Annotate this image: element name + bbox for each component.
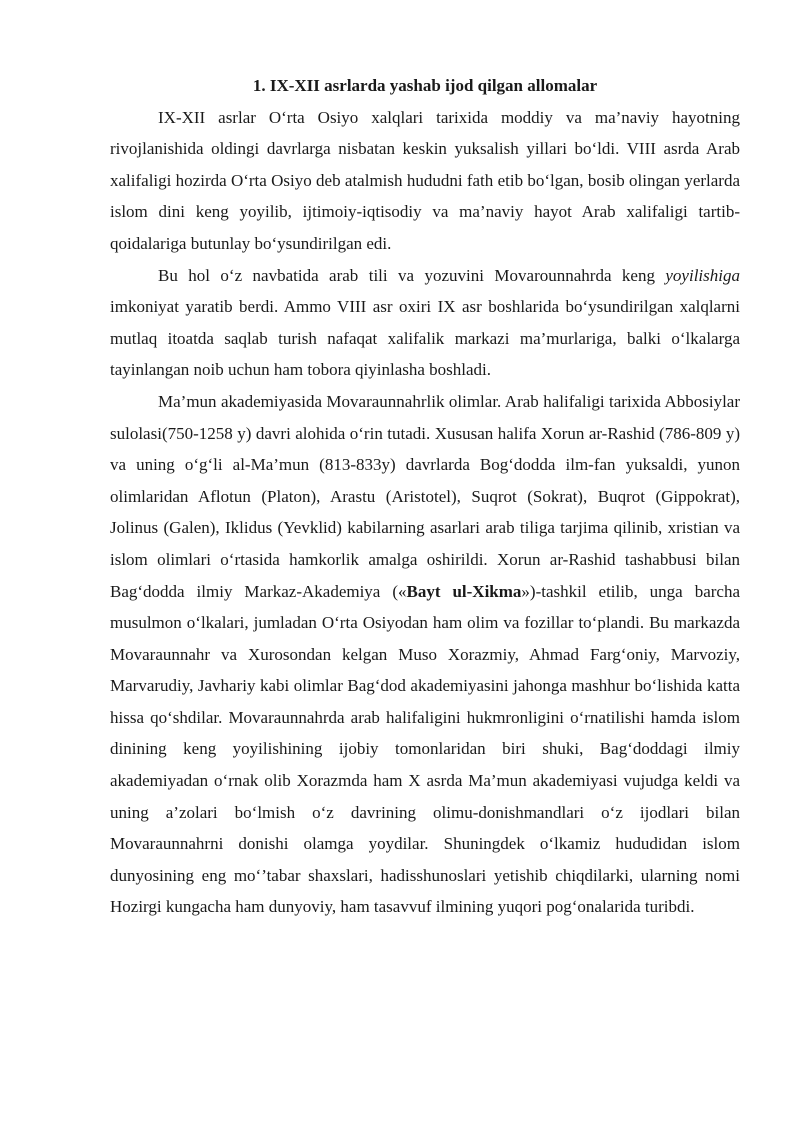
paragraph-3-text-a: Ma’mun akademiyasida Movaraunnahrlik olimlar. Arab halifaligi tarixida Abbosiylar sulolasi(750-1258 y) davri alohida o‘rin tutadi. Xususan halifa Xorun ar-Rashid (786-809 y) va uning o‘g‘li al-Ma’mun (813-833y) davrlarda Bog‘dodda ilm-fan yuksaldi, yunon olimlaridan Aflotun (Platon), Arastu (Aristotel), Suqrot (Sokrat), Buqrot (Gippokrat), Jolinus (Galen), Iklidus (Yevklid) kabilarning asarlari arab tiliga tarjima qilinib, xristian va islom olimlari o‘rtasida hamkorlik amalga oshirildi. Xorun ar-Rashid tashabbusi bilan Bag‘dodda ilmiy Markaz-Akademiya (« bbox=[110, 391, 740, 601]
paragraph-3 bbox=[110, 386, 740, 923]
section-title: 1. IX-XII asrlarda yashab ijod qilgan allomalar bbox=[252, 76, 598, 95]
paragraph-2-italic: yoyilishiga bbox=[665, 265, 740, 285]
paragraph-2-text-a: Bu hol o‘z navbatida arab tili va yozuvini Movarounnahrda keng bbox=[158, 265, 666, 285]
paragraph-3-text-b: »)-tashkil etilib, unga barcha musulmon o‘lkalari, jumladan O‘rta Osiyodan ham olim va fozillar to‘plandi. Bu markazda Movaraunnahr va Xurosondan kelgan Muso Xorazmiy, Ahmad Farg‘oniy, Marvoziy, Marvarudiy, Javhariy kabi olimlar Bag‘dod akademiyasini jahonga mashhur bo‘lishida katta hissa qo‘shdilar. Movaraunnahrda arab halifaligini hukmronligini o‘rnatilishi hamda islom dinining keng yoyilishining ijobiy tomonlaridan biri shuki, Bag‘doddagi ilmiy akademiyadan o‘rnak olib Xorazmda ham X asrda Ma’mun akademiyasi vujudga keldi va uning a’zolari bo‘lmish o‘z davrining olimu-donishmandlari o‘z ijodlari bilan Movaraunnahrni donishi olamga yoydilar. Shuningdek o‘lkamiz hududidan islom dunyosining eng mo‘’tabar shaxslari, hadisshunoslari yetishib chiqdilarki, ularning nomi Hozirgi kungacha ham dunyoviy, ham tasavvuf ilmining yuqori pog‘onalarida turibdi. bbox=[110, 581, 740, 917]
paragraph-2-text-b: imkoniyat yaratib berdi. Ammo VIII asr oxiri IX asr boshlarida bo‘ysundirilgan xalqlarni mutlaq itoatda saqlab turish nafaqat xalifalik markazi ma’murlariga, balki o‘lkalarga tayinlangan noib uchun ham tobora qiyinlasha boshladi. bbox=[110, 297, 740, 380]
document-page bbox=[110, 70, 740, 923]
paragraph-1: IX-XII asrlar O‘rta Osiyo xalqlari tarixida moddiy va ma’naviy hayotning rivojlanishida oldingi davrlarga nisbatan keskin yuksalish yillari bo‘ldi. VIII asrda Arab xalifaligi hozirda O‘rta Osiyo deb atalmish hududni fath etib bo‘lgan, bosib olingan yerlarda islom dini keng yoyilib, ijtimoiy-iqtisodiy va ma’naviy hayot Arab xalifaligi tartib-qoidalariga butunlay bo‘ysundirilgan edi. bbox=[110, 107, 740, 253]
paragraph-3-bold: Bayt ul-Xikma bbox=[406, 581, 522, 601]
paragraph-2 bbox=[110, 260, 740, 386]
